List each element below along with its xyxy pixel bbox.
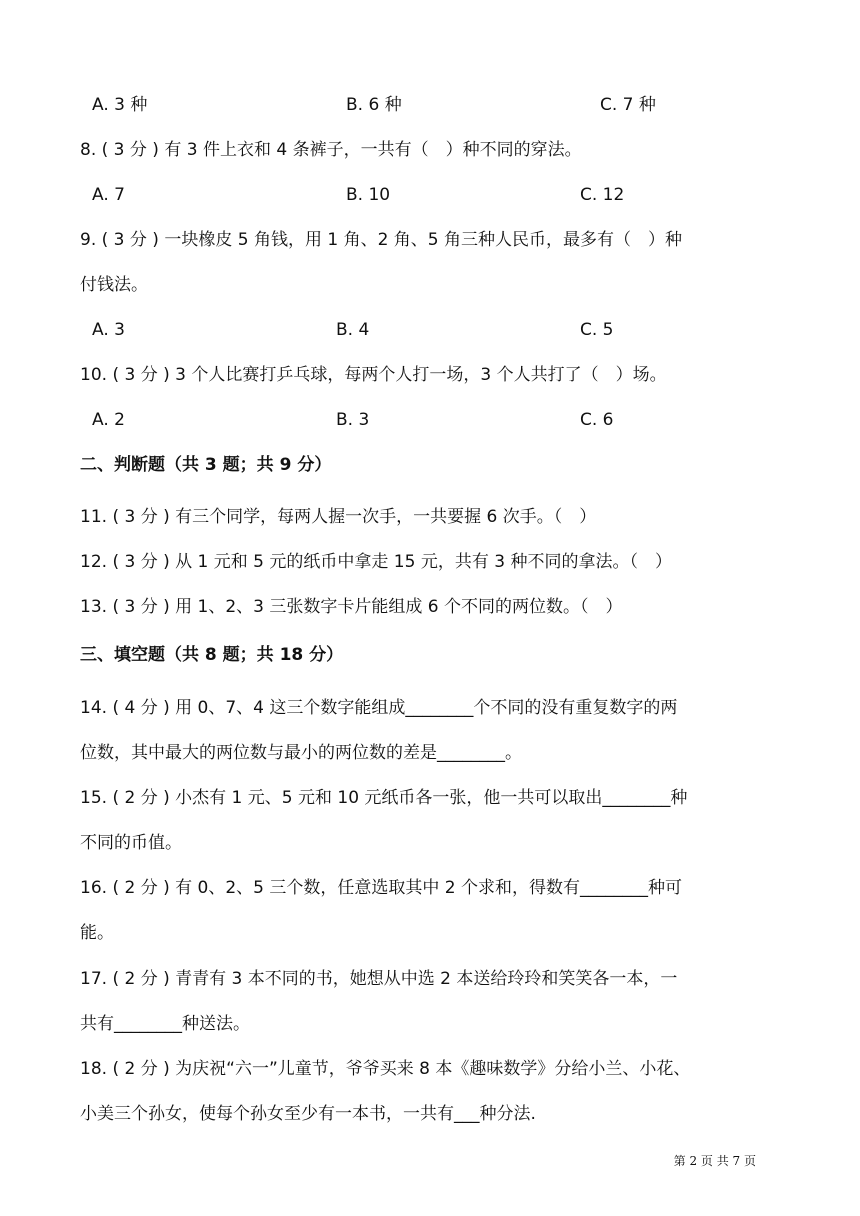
q8-option-a: A. 7 — [92, 185, 125, 205]
q11-question: 11. ( 3 分 ) 有三个同学，每两人握一次手，一共要握 6 次手。（ ） — [80, 507, 597, 527]
q8-option-c: C. 12 — [580, 185, 625, 205]
q13-question: 13. ( 3 分 ) 用 1、2、3 三张数字卡片能组成 6 个不同的两位数。（ ） — [80, 597, 623, 617]
q15-question-line2: 不同的币值。 — [80, 833, 182, 853]
section-true-false-title: 二、判断题（共 3 题；共 9 分） — [80, 455, 332, 475]
q10-option-a: A. 2 — [92, 410, 125, 430]
page-number: 第 2 页 共 7 页 — [673, 1154, 756, 1168]
q10-option-c: C. 6 — [580, 410, 614, 430]
q9-option-b: B. 4 — [336, 320, 370, 340]
q8-option-b: B. 10 — [346, 185, 391, 205]
q7-option-b: B. 6 种 — [346, 95, 402, 115]
q9-option-c: C. 5 — [580, 320, 614, 340]
q16-question-line2: 能。 — [80, 923, 114, 943]
q10-question: 10. ( 3 分 ) 3 个人比赛打乒乓球，每两个人打一场，3 个人共打了（ ）场。 — [80, 365, 667, 385]
q14-question-line1: 14. ( 4 分 ) 用 0、7、4 这三个数字能组成________个不同的没有重复数字的两 — [80, 698, 678, 718]
q10-option-b: B. 3 — [336, 410, 370, 430]
q18-question-line1: 18. ( 2 分 ) 为庆祝“六一”儿童节，爷爷买来 8 本《趣味数学》分给小兰、小花、 — [80, 1059, 691, 1079]
q14-question-line2: 位数，其中最大的两位数与最小的两位数的差是________。 — [80, 743, 522, 763]
q17-question-line1: 17. ( 2 分 ) 青青有 3 本不同的书，她想从中选 2 本送给玲玲和笑笑各一本，一 — [80, 969, 678, 989]
q18-question-line2: 小美三个孙女，使每个孙女至少有一本书，一共有___种分法. — [80, 1104, 536, 1124]
q15-question-line1: 15. ( 2 分 ) 小杰有 1 元、5 元和 10 元纸币各一张，他一共可以取出________种 — [80, 788, 688, 808]
q9-option-a: A. 3 — [92, 320, 125, 340]
q12-question: 12. ( 3 分 ) 从 1 元和 5 元的纸币中拿走 15 元，共有 3 种不同的拿法。（ ） — [80, 552, 672, 572]
q16-question-line1: 16. ( 2 分 ) 有 0、2、5 三个数，任意选取其中 2 个求和，得数有________种可 — [80, 878, 683, 898]
section-fill-blank-title: 三、填空题（共 8 题；共 18 分） — [80, 645, 344, 665]
q9-question-line1: 9. ( 3 分 ) 一块橡皮 5 角钱，用 1 角、2 角、5 角三种人民币，最多有（ ）种 — [80, 230, 683, 250]
q8-question: 8. ( 3 分 ) 有 3 件上衣和 4 条裤子，一共有（ ）种不同的穿法。 — [80, 140, 582, 160]
q7-option-a: A. 3 种 — [92, 95, 148, 115]
q9-question-line2: 付钱法。 — [80, 275, 148, 295]
q7-option-c: C. 7 种 — [600, 95, 656, 115]
q17-question-line2: 共有________种送法。 — [80, 1014, 250, 1034]
